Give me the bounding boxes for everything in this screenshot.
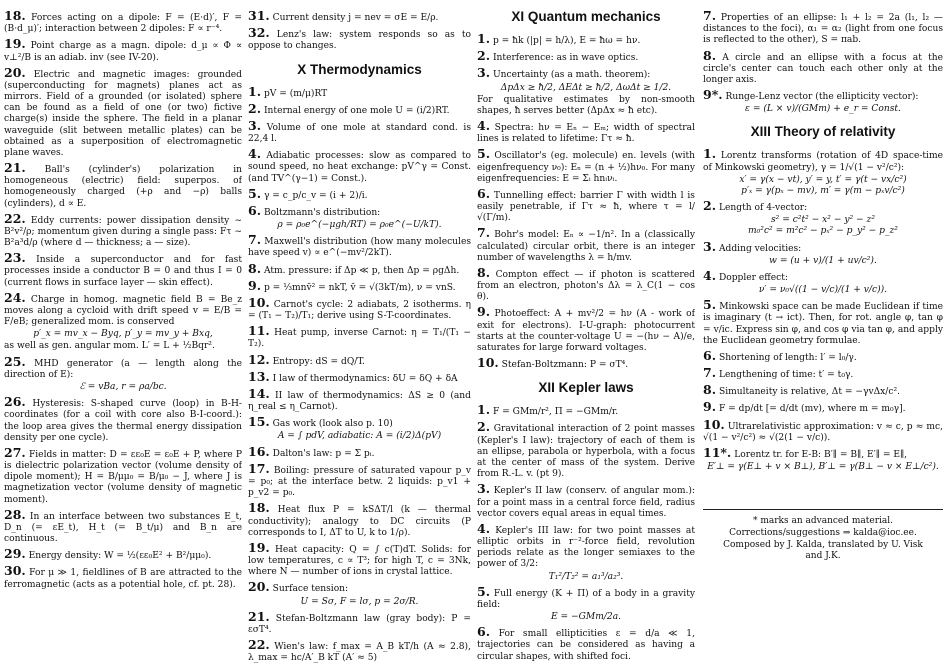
- item-text-after: as well as gen. angular mom. L′ = L + ½Bqr².: [4, 341, 215, 352]
- item-text: Kepler's III law: for two point masses at elliptic orbits in r⁻²-force field, revolution periods relate as the longer semiaxes to the power of 3/2:: [477, 525, 695, 570]
- item-text: Atm. pressure: if Δp ≪ p, then Δp = ρgΔh.: [263, 265, 460, 276]
- formula-item: [248, 84, 471, 100]
- formula-item: [703, 268, 943, 296]
- item-number: 11*.: [703, 444, 732, 460]
- item-number: 4.: [248, 146, 262, 162]
- footnote-line-advanced: * marks an advanced material.: [752, 516, 893, 527]
- formula-item: [248, 118, 471, 145]
- formula-item: [703, 8, 943, 47]
- item-number: 20.: [248, 579, 270, 595]
- formula-item: [477, 521, 695, 583]
- item-formula: p′_x = mv_x − Byq, p′_y = mv_y + Bxq,: [33, 329, 213, 340]
- item-text: γ = c_p/c_v = (i + 2)/i.: [263, 190, 368, 201]
- item-text: Point charge as a magn. dipole: d_μ ∝ Φ ∝ v⊥²/B is an adiab. inv (see IV-20).: [4, 41, 242, 63]
- item-text: p = ħk (|p| = h/λ), E = ħω = hν.: [492, 36, 641, 46]
- formula-item: [248, 637, 471, 664]
- item-text: Volume of one mole at standard cond. is 22,4 l.: [248, 122, 471, 145]
- item-text: Compton effect — if photon is scattered from an electron, photon's Δλ = λ_C(1 − cos θ).: [477, 269, 695, 303]
- item-number: 1.: [703, 146, 717, 162]
- item-number: 17.: [248, 460, 270, 476]
- formula-item: [248, 414, 471, 442]
- formula-item: [703, 48, 943, 87]
- item-number: 28.: [4, 506, 26, 522]
- item-number: 16.: [248, 443, 270, 459]
- item-text: Lorentz tr. for E-B: B′∥ = B∥, E′∥ = E∥,: [734, 449, 908, 460]
- item-number: 22.: [4, 210, 26, 226]
- column-3: [477, 8, 695, 668]
- formula-item: [4, 445, 242, 506]
- item-number: 27.: [4, 444, 26, 460]
- item-number: 3.: [477, 481, 491, 497]
- item-number: 18.: [248, 500, 270, 516]
- formula-item: [477, 355, 695, 371]
- column-2: [248, 8, 471, 668]
- item-formula: w = (u + v)/(1 + uv/c²).: [769, 255, 877, 266]
- footnote-rule: [703, 509, 943, 510]
- item-text: Photoeffect: A + mv²/2 = hν (A - work of exit for electrons). I-U-graph: photocurrent starts at the counter-voltage U = −(hν − A)/e, saturates for large forward voltages.: [477, 309, 695, 353]
- item-number: 3.: [248, 117, 262, 133]
- item-text: Heat flux P = kSΔT/l (k — thermal conductivity); analogy to DC circuits (P corresponds to I, ΔT to U, k to 1/ρ).: [248, 505, 471, 538]
- footnote-line-credits: Composed by J. Kalda, translated by U. Visk: [723, 539, 923, 550]
- formula-item: [477, 265, 695, 304]
- item-text: Lorentz transforms (rotation of 4D space-time of Minkowski geometry), γ = 1/√(1 − v²/c²):: [703, 151, 943, 173]
- item-number: 7.: [477, 225, 491, 241]
- item-text: II law of thermodynamics: ΔS ≥ 0 (and η_real ≤ η_Carnot).: [248, 390, 471, 413]
- item-text: Oscillator's (eg. molecule) en. levels (with eigenfrequency ν₀): Eₙ = (n + ½)hν₀. For many eigenfrequencies: E = Σᵢ hnᵢνᵢ.: [477, 151, 695, 184]
- formula-item: [703, 399, 943, 415]
- formula-item: [248, 101, 471, 117]
- item-text: Boltzmann's distribution:: [263, 207, 381, 218]
- item-text: Inside a superconductor and for fast processes inside a conductor B = 0 and thus I = 0 (current flows in surface layer — skin effect).: [4, 255, 242, 288]
- item-formula: x′ = γ(x − vt), y′ = y, t′ = γ(t − vx/c²) p′ₓ = γ(pₓ − mv), m′ = γ(m − pₓv/c²): [739, 174, 907, 196]
- item-text: I law of thermodynamics: δU = δQ + δA: [272, 373, 458, 384]
- formula-item: [4, 563, 242, 590]
- formula-item: [248, 323, 471, 350]
- item-text: Heat capacity: Q = ∫ c(T)dT. Solids: for low temperatures, c ∝ T³; for high T, c = 3Nk, where N — number of ions in crystal lattice.: [248, 544, 471, 578]
- item-text: Bohr's model: Eₙ ∝ −1/n². In a (classically calculated) circular orbit, there is an integer number of wavelengths λ = h/mv.: [477, 230, 695, 263]
- item-text: Shortening of length: l′ = l₀/γ.: [718, 352, 857, 363]
- formula-item: [4, 8, 242, 35]
- item-number: 8.: [477, 264, 491, 280]
- item-text: Stefan-Boltzmann law (gray body): P = εσT⁴.: [248, 613, 471, 635]
- item-number: 10.: [248, 294, 270, 310]
- item-text: F = GMm/r², Π = −GMm/r.: [492, 407, 619, 418]
- item-number: 31.: [248, 8, 270, 23]
- item-number: 25.: [4, 353, 26, 369]
- item-number: 7.: [248, 232, 262, 248]
- item-number: 5.: [703, 297, 717, 313]
- item-text: Boiling: pressure of saturated vapour p_v = p₀; at the interface betw. 2 liquids: p_v1 + p_v2 = p₀.: [248, 465, 471, 499]
- formula-item: [248, 278, 471, 294]
- item-number: 3.: [477, 65, 491, 81]
- item-number: 13.: [248, 368, 270, 384]
- formula-item: [477, 48, 695, 64]
- item-text: Doppler effect:: [718, 272, 788, 283]
- formula-item: [703, 445, 943, 473]
- item-number: 3.: [703, 238, 717, 254]
- formula-item: [477, 481, 695, 520]
- item-text: F = dp/dt [= d/dt (mv), where m = m₀γ].: [718, 404, 906, 415]
- item-formula: U = Sσ, F = lσ, p = 2σ/R.: [300, 596, 419, 607]
- formula-item: [4, 160, 242, 210]
- formula-item: [4, 546, 242, 562]
- formula-item: [4, 290, 242, 353]
- formula-item: [4, 507, 242, 546]
- item-text: Carnot's cycle: 2 adiabats, 2 isotherms. η = (T₁ − T₂)/T₁; derive using S-T-coordinates.: [248, 299, 471, 322]
- formula-item: [248, 25, 471, 52]
- formula-item: [4, 36, 242, 63]
- item-text: Gravitational interaction of 2 point masses (Kepler's I law): trajectory of each of them is an ellipse, parabola or hyperbola, with a focus at the center of mass of the system. Derive from R.-L. v. (pt 9).: [477, 424, 695, 480]
- item-text: Forces acting on a dipole: F = (E·d)′, F = (B·d_μ)′; interaction between 2 dipoles: F ∝ r⁻⁴.: [4, 13, 242, 35]
- item-number: 30.: [4, 563, 26, 579]
- formula-item: [477, 146, 695, 185]
- item-formula: ℰ = vBa, r = ρa/bc.: [79, 381, 167, 392]
- formula-item: [703, 239, 943, 267]
- item-number: 6.: [248, 202, 262, 218]
- item-number: 2.: [703, 198, 717, 214]
- formula-item: [248, 444, 471, 460]
- footnote: [703, 516, 943, 563]
- item-formula: ν′ = ν₀√((1 − v/c)/(1 + v/c)).: [758, 285, 888, 296]
- formula-item: [703, 348, 943, 364]
- formula-item: [703, 382, 943, 398]
- formula-item: [477, 584, 695, 624]
- item-number: 11.: [248, 323, 270, 339]
- item-text: Surface tension:: [272, 584, 349, 595]
- formula-item: [248, 8, 471, 24]
- item-text: Kepler's II law (conserv. of angular mom.): for a point mass in a central force field, radius vector covers equal areas in equal times.: [477, 486, 695, 519]
- section-heading: XII Kepler laws: [538, 380, 634, 396]
- item-number: 26.: [4, 394, 26, 410]
- item-number: 1.: [248, 83, 262, 99]
- item-text: Lenz's law: system responds so as to oppose to changes.: [248, 30, 471, 52]
- formula-item: [477, 118, 695, 145]
- item-number: 5.: [477, 146, 491, 162]
- item-number: 19.: [248, 539, 270, 555]
- item-number: 6.: [477, 185, 491, 201]
- item-text: Uncertainty (as a math. theorem):: [492, 70, 651, 81]
- item-text: Spectra: hν = Eₙ − Eₘ; width of spectral lines is related to lifetime: Γτ ≈ ħ.: [477, 123, 695, 145]
- section-heading: X Thermodynamics: [297, 61, 422, 77]
- item-number: 10.: [703, 416, 725, 432]
- formula-item: [477, 65, 695, 117]
- formula-item: [4, 394, 242, 444]
- formula-item: [703, 198, 943, 238]
- item-number: 20.: [4, 64, 26, 80]
- formula-item: [248, 146, 471, 185]
- item-text: Charge in homog. magnetic field B = Be_z moves along a cycloid with drift speed v = E/B = F/eB; generalized mom. is conserved: [4, 294, 242, 328]
- item-number: 10.: [477, 355, 499, 371]
- formula-item: [248, 461, 471, 500]
- item-number: 21.: [4, 160, 26, 176]
- formula-item: [477, 225, 695, 264]
- item-number: 6.: [477, 624, 491, 640]
- formula-item: [4, 354, 242, 394]
- item-text: Runge-Lenz vector (the ellipticity vector):: [725, 92, 919, 103]
- item-number: 2.: [477, 48, 491, 64]
- footnote-line-credits-end: and J.K.: [805, 551, 841, 562]
- column-1: [4, 8, 242, 668]
- item-text: Length of 4-vector:: [718, 203, 808, 214]
- item-text: In an interface between two substances E_t, D_n (= εE_t), H_t (= B_t/μ) and B_n are continuous.: [4, 511, 242, 545]
- item-formula: A = ∫ pdV, adiabatic: A = (i/2)Δ(pV): [277, 431, 442, 442]
- item-text: Heat pump, inverse Carnot: η = T₁/(T₁ − T₂).: [248, 328, 471, 350]
- item-formula: T₁²/T₂² = a₁³/a₂³.: [548, 571, 624, 582]
- formula-item: [4, 65, 242, 159]
- formula-item: [477, 419, 695, 480]
- item-number: 12.: [248, 351, 270, 367]
- item-number: 15.: [248, 414, 270, 430]
- formula-item: [248, 352, 471, 368]
- item-number: 9.: [248, 277, 262, 293]
- item-text: Eddy currents: power dissipation density ∼ B²v²/ρ; momentum given during a single pass: Fτ ∼ B²a³d/ρ (where d — thickness; a — size).: [4, 215, 242, 249]
- item-text: Stefan-Boltzmann: P = σT⁴.: [501, 360, 629, 371]
- item-text: Maxwell's distribution (how many molecules have speed v) ∝ e^(−mv²/2kT).: [248, 237, 471, 259]
- item-formula: s² = c²t² − x² − y² − z² m₀²c² = m²c² − pₓ² − p_y² − p_z²: [748, 215, 898, 237]
- formula-item: [248, 579, 471, 607]
- item-number: 32.: [248, 25, 270, 41]
- item-text: Ball's (cylinder's) polarization in homogeneous (electric) field: superpos. of homogeneously charged (+ρ and −ρ) balls (cylinders), d ∝ E.: [4, 165, 242, 209]
- item-number: 19.: [4, 36, 26, 52]
- formula-item: [248, 369, 471, 385]
- item-text: Entropy: dS = dQ/T.: [272, 356, 365, 367]
- item-text: Simultaneity is relative, Δt = −γvΔx/c².: [718, 387, 900, 398]
- item-text-after: For qualitative estimates by non-smooth shapes, ħ serves better (ΔpΔx ≈ ħ etc).: [477, 94, 695, 116]
- item-text: Dalton's law: p = Σ pᵢ.: [272, 448, 375, 459]
- item-number: 4.: [477, 520, 491, 536]
- item-text: MHD generator (a — length along the direction of E):: [4, 358, 242, 380]
- item-number: 9.: [477, 304, 491, 320]
- item-text: Lengthening of time: t′ = t₀γ.: [718, 370, 854, 381]
- item-text: p = ⅓mnv̄² = nkT, v̄ = √(3kT/m), ν = vnS.: [263, 282, 456, 293]
- formula-item: [248, 609, 471, 636]
- item-number: 7.: [703, 365, 717, 381]
- item-number: 6.: [703, 347, 717, 363]
- section-heading: XIII Theory of relativity: [750, 124, 896, 140]
- item-number: 1.: [477, 402, 491, 418]
- item-text: Interference: as in wave optics.: [492, 53, 639, 64]
- formula-item: [248, 386, 471, 413]
- item-number: 9.: [703, 399, 717, 415]
- item-text: Wien's law: f_max = A_B kT/h (A ≈ 2.8), λ_max = hc/A′_B kT (A′ ≈ 5): [248, 642, 471, 664]
- item-text: pV = (m/μ)RT: [263, 88, 328, 99]
- item-number: 2.: [248, 100, 262, 116]
- item-text: Minkowski space can be made Euclidean if time is imaginary (t → ict). Then, for rot. angle φ, tan φ = v/ic. Express sin φ, and cos φ via tan φ, and apply the Euclidean geometry formulae.: [703, 302, 943, 346]
- item-number: 7.: [703, 8, 717, 23]
- formula-item: [477, 304, 695, 354]
- item-text: For small ellipticities ε = d/a ≪ 1, trajectories can be considered as having a circular shapes, with shifted foci.: [477, 629, 695, 662]
- item-text: A circle and an ellipse with a focus at the circle's center can touch each other only at the longer axis.: [703, 52, 943, 85]
- item-text: Hysteresis: S-shaped curve (loop) in B-H-coordinates (for a coil with core also B-I-coord.): the loop area gives the thermal energy dissipation density per one cycle).: [4, 399, 242, 443]
- item-formula: E = −GMm/2a.: [550, 612, 622, 623]
- formula-item: [477, 624, 695, 663]
- formula-item: [703, 297, 943, 347]
- formula-item: [477, 31, 695, 47]
- formula-item: [703, 146, 943, 197]
- item-text: Tunnelling effect: barrier Γ with width l is easily penetrable, if Γτ ≈ ħ, where τ = l/√(Γ/m).: [477, 190, 695, 224]
- item-number: 22.: [248, 637, 270, 653]
- item-number: 29.: [4, 546, 26, 562]
- item-text: Fields in matter: D = εε₀E = ε₀E + P, where P is dielectric polarization vector (volume density of dipole moment); H = B/μμ₀ = B/μ₀ − J, where J is magnetization vector (volume density of magnetic moment).: [4, 449, 242, 505]
- formula-item: [248, 232, 471, 259]
- item-text: Internal energy of one mole U = (i/2)RT.: [263, 105, 450, 116]
- column-4: [703, 8, 943, 668]
- formula-item: [248, 203, 471, 231]
- item-formula: ε = (L × v)/(GMm) + e_r = Const.: [745, 104, 901, 115]
- formula-item: [703, 417, 943, 444]
- formula-item: [477, 402, 695, 418]
- item-number: 24.: [4, 289, 26, 305]
- item-number: 18.: [4, 8, 26, 23]
- item-text: Properties of an ellipse: l₁ + l₂ = 2a (l₁, l₂ — distances to the foci), α₁ = α₂ (light from one focus is reflected to the other), S = πab.: [703, 13, 943, 46]
- item-number: 9*.: [703, 87, 723, 103]
- item-text: For μ ≫ 1, fieldlines of B are attracted to the ferromagnetic (acts as a potential hole, cf. pt. 28).: [4, 568, 242, 590]
- formula-item: [703, 87, 943, 115]
- item-number: 1.: [477, 31, 491, 46]
- item-text: Gas work (look also p. 10): [272, 419, 393, 430]
- formula-item: [248, 295, 471, 322]
- item-text: Current density j = nev = σE = E/ρ.: [272, 13, 439, 23]
- item-text: Ultrarelativistic approximation: v ≈ c, p ≈ mc, √(1 − v²/c²) ≈ √(2(1 − v/c)).: [703, 421, 943, 443]
- formula-item: [4, 211, 242, 250]
- item-text: Full energy (K + Π) of a body in a gravity field:: [477, 588, 695, 610]
- item-number: 4.: [703, 267, 717, 283]
- formula-item: [703, 365, 943, 381]
- item-formula: E′⊥ = γ(E⊥ + v × B⊥), B′⊥ = γ(B⊥ − v × E⊥/c²).: [707, 462, 939, 473]
- formula-item: [4, 250, 242, 289]
- item-number: 21.: [248, 608, 270, 624]
- footnote-line-contact: Corrections/suggestions ⇒ kalda@ioc.ee.: [729, 528, 917, 539]
- item-number: 8.: [703, 47, 717, 63]
- item-number: 5.: [477, 583, 491, 599]
- item-text: Energy density: W = ½(εε₀E² + B²/μμ₀).: [28, 551, 212, 562]
- item-number: 8.: [703, 382, 717, 398]
- item-number: 5.: [248, 185, 262, 201]
- section-heading: XI Quantum mechanics: [511, 9, 661, 24]
- formula-item: [477, 186, 695, 225]
- column-4-blocks: [703, 8, 943, 473]
- item-number: 14.: [248, 385, 270, 401]
- item-text: Adding velocities:: [718, 243, 802, 254]
- formula-item: [248, 500, 471, 539]
- formula-item: [248, 186, 471, 202]
- item-number: 2.: [477, 419, 491, 435]
- formula-item: [248, 540, 471, 579]
- item-formula: ρ = ρ₀e^(−μgh/RT) = ρ₀e^(−U/kT).: [277, 220, 442, 231]
- item-text: Electric and magnetic images: grounded (superconducting for magnets) planes act as mirrors. Field of a grounded (or isolated) sphere can be found as a field of one (or two) fictive charge(s) inside the sphere. The field in a planar waveguide (slit between metallic plates) can be obtained as a superposition of electromagnetic plane waves.: [4, 69, 242, 158]
- item-text: Adiabatic processes: slow as compared to sound speed, no heat exchange: pV^γ = Const. (and TV^(γ−1) = Const.).: [248, 151, 471, 184]
- item-number: 8.: [248, 260, 262, 276]
- item-number: 23.: [4, 250, 26, 266]
- item-formula: ΔpΔx ≥ ħ/2, ΔEΔt ≥ ħ/2, ΔωΔt ≥ 1/2.: [500, 82, 672, 93]
- item-number: 4.: [477, 118, 491, 134]
- formula-item: [248, 261, 471, 277]
